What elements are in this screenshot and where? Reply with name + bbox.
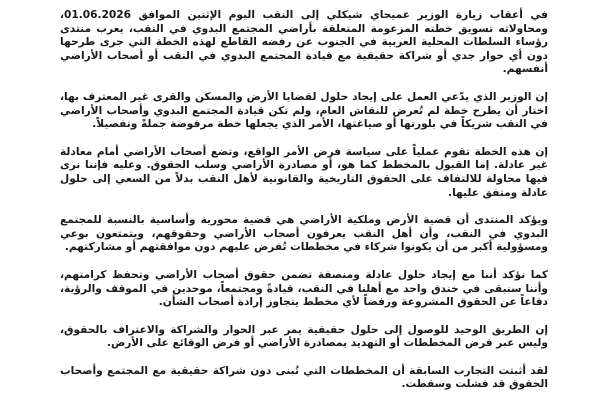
paragraph-land-issue: ويؤكد المنتدى أن قضية الأرض وملكية الأراضي هي قضية محورية وأساسية بالنسبة للمجتمع البدوي في النقب، وأن أهل النقب يعرفون أصحاب الأراضي وحقوقهم، ويتمتعون بوعي ومسؤولية أكبر من أن يكونوا شركاء في مخططات تُفرض عليهم دون موافقتهم أو مشاركتهم.	[60, 214, 548, 254]
paragraph-fair-solutions: كما نؤكد أننا مع إيجاد حلول عادلة ومنصفة تضمن حقوق أصحاب الأراضي وتحفظ كرامتهم، وأننا سنبقى في خندق واحد مع أهلنا في النقب، قيادةً ومجتمعاً، موحدين في الموقف والرؤية، دفاعاً عن الحقوق المشروعة ورفضاً لأي مخطط يتجاوز إرادة أصحاب الشأن.	[60, 268, 548, 309]
paragraph-past-experience: لقد أثبتت التجارب السابقة أن المخططات التي تُبنى دون شراكة حقيقية مع المجتمع وأصحاب الحقوق قد فشلت وسقطت.	[60, 364, 548, 391]
paragraph-dialogue-path: إن الطريق الوحيد للوصول إلى حلول حقيقية يمر عبر الحوار والشراكة والاعتراف بالحقوق، وليس عبر فرض المخططات أو التهديد بمصادرة الأراضي أو فرض الوقائع على الأرض.	[60, 323, 548, 350]
paragraph-intro: في أعقاب زيارة الوزير عميحاي شيكلي إلى النقب اليوم الإثنين الموافق 01.06.2026، ومحاولاته تسويق خطته المزعومة المتعلقة بأراضي المجتمع البدوي في النقب، يعرب منتدى رؤساء السلطات المحلية العربية في الجنوب عن رفضه القاطع لهذه الخطة التي جرى طرحها دون أي حوار جدي أو شراكة حقيقية مع قيادة المجتمع البدوي في النقب أو أصحاب الأراضي أنفسهم.	[60, 9, 548, 76]
paragraph-minister-plan: إن الوزير الذي يدّعي العمل على إيجاد حلول لقضايا الأرض والمسكن والقرى غير المعترف بها، اختار أن يطرح خطة لم تُعرض للنقاش العام، ولم تكن قيادة المجتمع البدوي وأصحاب الأراضي في النقب شريكاً في بلورتها أو صياغتها، الأمر الذي يجعلها خطة مرفوضة جملةً وتفصيلاً.	[60, 90, 548, 131]
paragraph-facts-on-ground: إن هذه الخطة تقوم عملياً على سياسة فرض الأمر الواقع، وتضع أصحاب الأراضي أمام معادلة غير عادلة. إما القبول بالمخطط كما هو، أو مصادرة الأراضي وسلب الحقوق. وعليه فإننا نرى فيها محاولة للالتفاف على الحقوق التاريخية والقانونية لأهل النقب بدلاً من السعي إلى حلول عادلة ومتفق عليها.	[60, 145, 548, 199]
